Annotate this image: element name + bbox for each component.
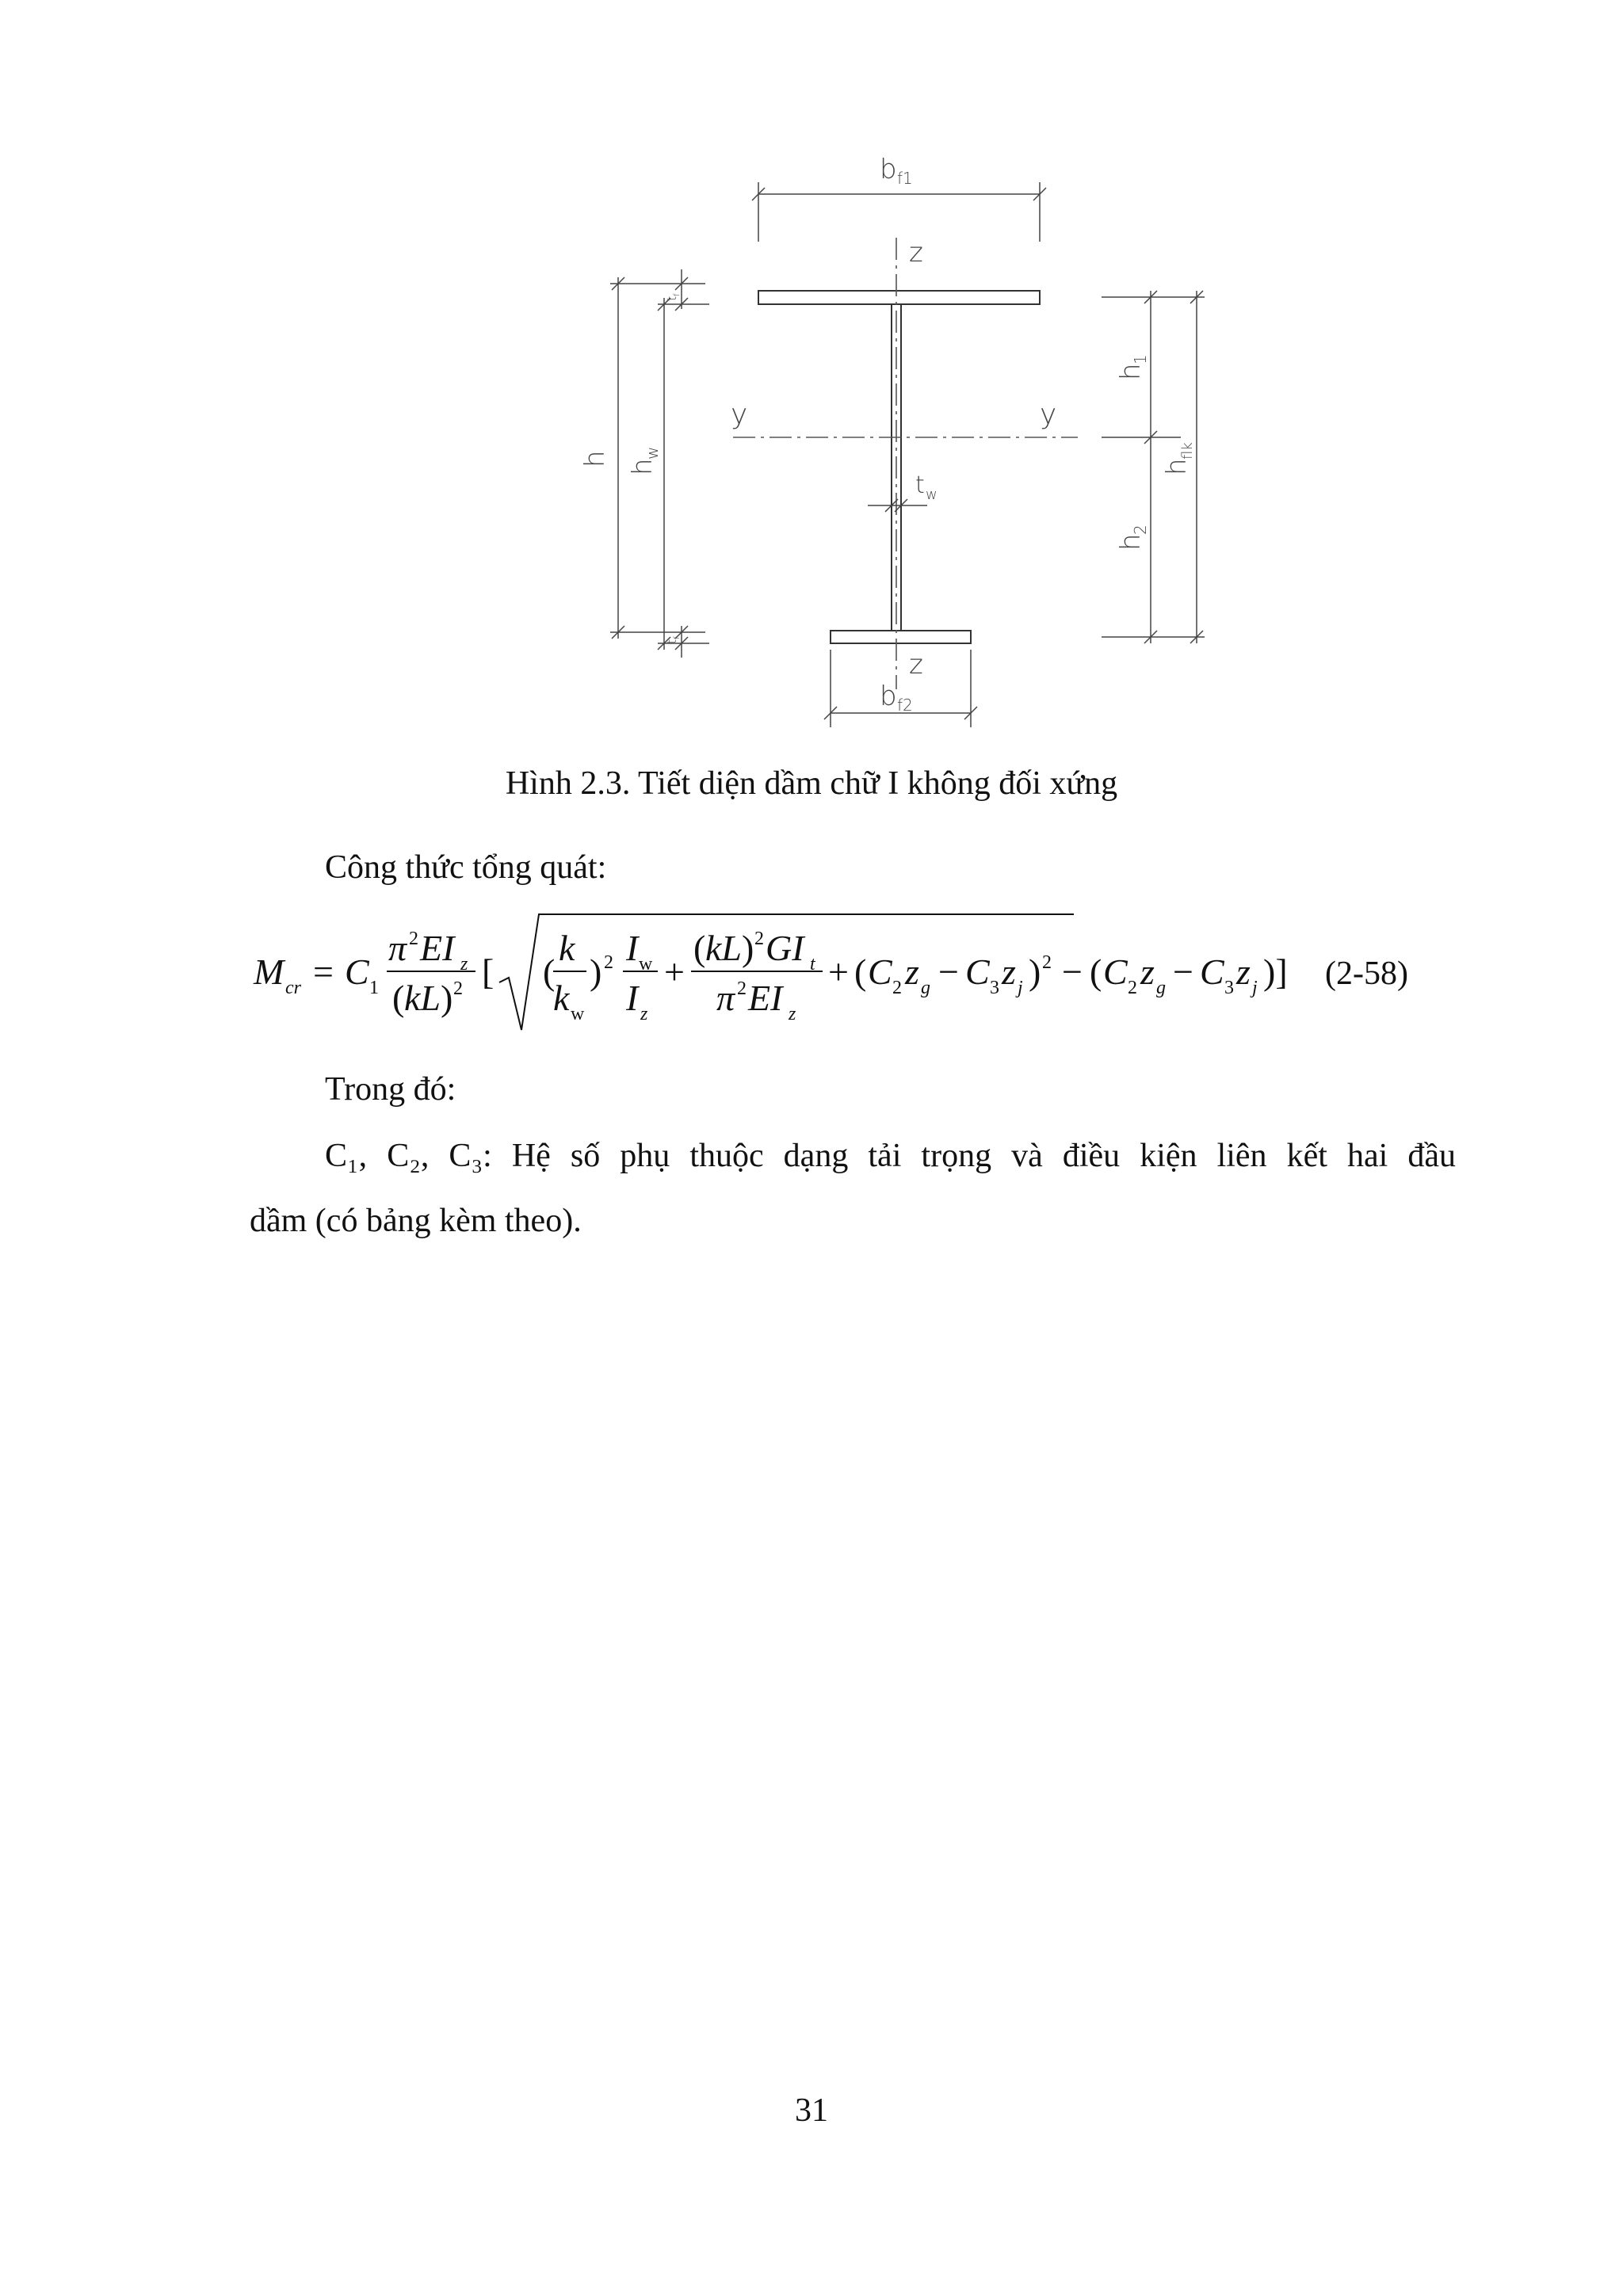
svg-text:k: k	[553, 978, 570, 1018]
h2-label: h	[1115, 533, 1147, 551]
bf1-label-sub: f1	[897, 169, 913, 188]
svg-text:z: z	[640, 1004, 648, 1024]
svg-text:M: M	[254, 952, 285, 992]
y-left-label: y	[731, 399, 748, 431]
svg-text:z: z	[460, 954, 468, 974]
h-label: h	[579, 450, 611, 467]
svg-text:): )	[742, 928, 754, 968]
svg-text:k: k	[559, 928, 575, 968]
svg-text:w: w	[571, 1004, 585, 1024]
svg-text:I: I	[626, 928, 639, 968]
i-section-figure	[555, 151, 1268, 753]
svg-text:kL: kL	[705, 928, 742, 968]
svg-text:w: w	[639, 954, 653, 974]
tf-bottom-label: t	[664, 639, 679, 644]
h2-label-sub: 2	[1131, 524, 1150, 535]
svg-text:+: +	[828, 952, 849, 992]
svg-text:−: −	[938, 952, 959, 992]
bottom-flange	[831, 631, 971, 643]
svg-text:C: C	[965, 952, 990, 992]
svg-text:j: j	[1252, 978, 1258, 998]
svg-text:2: 2	[604, 952, 613, 973]
general-formula-label: Công thức tổng quát:	[325, 849, 607, 886]
svg-text:g: g	[921, 978, 930, 998]
svg-text:t: t	[810, 954, 815, 974]
svg-text:2: 2	[1042, 952, 1052, 973]
coefficients-line-1: C₁, C₂, C₃: Hệ số phụ thuộc dạng tải trọng và điều kiện liên kết hai đầu	[325, 1138, 1456, 1174]
svg-text:j: j	[1018, 978, 1023, 998]
where-label: Trong đó:	[325, 1071, 456, 1108]
svg-text:): )	[1029, 952, 1041, 992]
coefficients-paragraph	[250, 1123, 1456, 1253]
svg-text:[: [	[482, 952, 495, 992]
svg-text:z: z	[789, 1004, 796, 1024]
formula-2-58	[238, 895, 1442, 1046]
svg-text:2: 2	[453, 978, 463, 999]
formula-drawing	[238, 895, 1442, 1046]
page-number: 31	[795, 2092, 828, 2129]
svg-text:z: z	[1236, 952, 1251, 992]
z-bottom-label: z	[909, 649, 923, 681]
svg-text:2: 2	[754, 929, 764, 949]
svg-text:=: =	[313, 952, 334, 992]
y-right-label: y	[1040, 399, 1057, 431]
figure-caption: Hình 2.3. Tiết diện dầm chữ I không đối xứng	[505, 765, 1118, 802]
hw-label: h	[627, 458, 659, 475]
svg-text:+: +	[664, 952, 685, 992]
svg-text:(: (	[693, 928, 706, 968]
svg-text:2: 2	[1128, 978, 1137, 998]
hw-label-sub: w	[643, 446, 662, 460]
svg-text:C: C	[1200, 952, 1224, 992]
svg-text:C: C	[868, 952, 892, 992]
svg-text:3: 3	[990, 978, 999, 998]
svg-text:−: −	[1062, 952, 1083, 992]
svg-text:)]: )]	[1263, 952, 1288, 992]
hflk-label: h	[1161, 458, 1193, 475]
svg-text:C: C	[345, 952, 369, 992]
formula-number: (2-58)	[1325, 955, 1408, 992]
svg-text:z: z	[1140, 952, 1155, 992]
svg-text:π: π	[388, 928, 407, 968]
svg-text:2: 2	[737, 978, 747, 999]
z-top-label: z	[909, 237, 923, 269]
svg-text:3: 3	[1224, 978, 1234, 998]
svg-text:π: π	[716, 978, 735, 1018]
hflk-label-sub: flk	[1179, 442, 1196, 460]
bf1-label: b	[880, 154, 897, 185]
tf-bottom-label-sub: f	[673, 636, 682, 639]
svg-text:): )	[590, 952, 602, 992]
tw-label-sub: w	[926, 486, 938, 503]
svg-text:EI: EI	[748, 978, 783, 1018]
svg-text:cr: cr	[285, 978, 301, 998]
tf-top-label: t	[664, 296, 679, 301]
h1-label-sub: 1	[1131, 354, 1150, 364]
top-flange	[758, 291, 1040, 304]
svg-text:z: z	[1002, 952, 1016, 992]
tw-label: t	[915, 471, 925, 499]
svg-text:g: g	[1156, 978, 1166, 998]
svg-text:C: C	[1103, 952, 1128, 992]
tf-top-label-sub: f	[673, 293, 682, 296]
svg-text:2: 2	[892, 978, 902, 998]
svg-text:2: 2	[409, 929, 418, 949]
svg-text:EI: EI	[420, 928, 455, 968]
bf2-label: b	[880, 681, 897, 712]
svg-text:kL: kL	[404, 978, 441, 1018]
svg-text:I: I	[626, 978, 639, 1018]
svg-text:1: 1	[369, 978, 379, 998]
svg-text:(: (	[1090, 952, 1102, 992]
svg-text:−: −	[1173, 952, 1193, 992]
svg-text:(: (	[392, 978, 405, 1018]
svg-text:(: (	[543, 952, 556, 992]
bf2-label-sub: f2	[897, 696, 913, 715]
svg-text:(: (	[854, 952, 867, 992]
h1-label: h	[1115, 363, 1147, 380]
i-section-drawing	[555, 151, 1268, 753]
coefficients-line-2: dầm (có bảng kèm theo).	[250, 1203, 582, 1239]
svg-text:z: z	[905, 952, 919, 992]
svg-text:): )	[441, 978, 453, 1018]
svg-text:GI: GI	[766, 928, 804, 968]
